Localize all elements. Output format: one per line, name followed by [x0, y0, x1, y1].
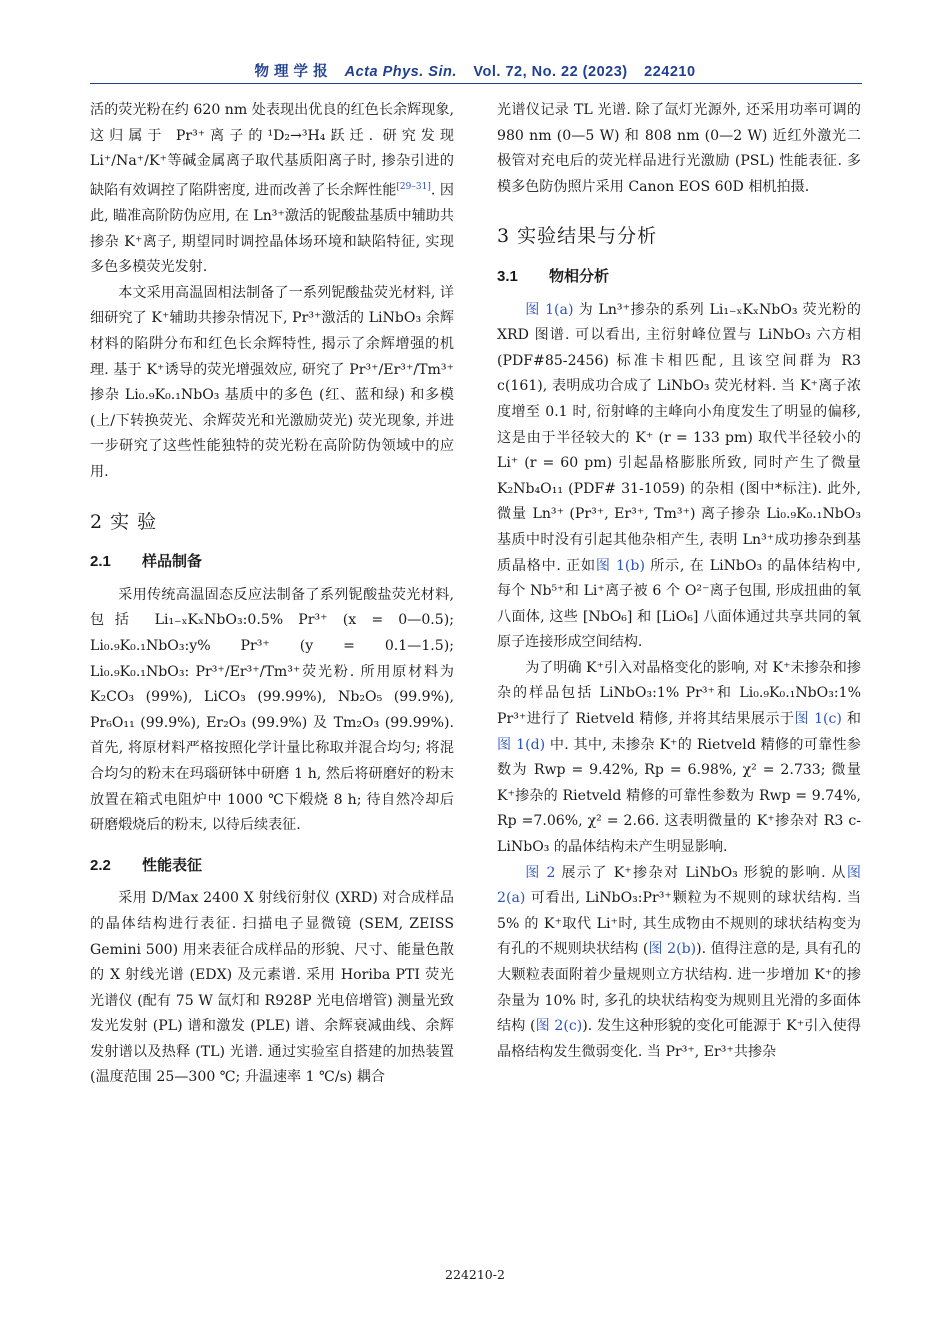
- right-column: [497, 98, 861, 1065]
- subsection-title: 物相分析: [549, 267, 610, 285]
- paragraph: 光谱仪记录 TL 光谱. 除了氙灯光源外, 还采用功率可调的 980 nm (0—5 W) 和 808 nm (0—2 W) 近红外激光二极管对充电后的荧光样品进行光激励 (PSL) 性能表征. 多模多色防伪照片采用 Canon EOS 60D 相机拍摄.: [497, 102, 861, 195]
- figure-link[interactable]: 图 1(b): [595, 557, 645, 574]
- subsection-number: 2.2: [90, 856, 111, 874]
- text: ). 发生这种形貌的变化可能源于 K⁺引入使得晶格结构发生微弱变化. 当 Pr³⁺, Er³⁺共掺杂: [497, 1018, 861, 1060]
- journal-name-cn: 物 理 学 报: [254, 64, 329, 80]
- figure-link[interactable]: 图 1(c): [794, 711, 842, 728]
- subsection-title: 样品制备: [142, 553, 203, 571]
- subsection-heading: [90, 853, 454, 879]
- paragraph: 本文采用高温固相法制备了一系列铌酸盐荧光材料, 详细研究了 K⁺辅助共掺杂情况下, Pr³⁺激活的 LiNbO₃ 余辉材料的陷阱分布和红色长余辉特性, 揭示了余辉增强的机理. 基于 K⁺诱导的荧光增强效应, 研究了 Pr³⁺/Er³⁺/Tm³⁺掺杂 Li₀.₉K₀.₁NbO₃ 基质中的多色 (红、蓝和绿) 和多模 (上/下转换荧光、余辉荧光和光激励荧光) 荧光现象, 并进一步研究了这些性能独特的荧光粉在高阶防伪领域中的应用.: [90, 284, 454, 480]
- figure-link[interactable]: 图 2: [525, 864, 556, 881]
- volume-info: Vol. 72, No. 22 (2023): [473, 64, 628, 80]
- paragraph: [497, 861, 861, 1066]
- journal-name-en: Acta Phys. Sin.: [344, 64, 457, 80]
- figure-link[interactable]: 图 2(a): [497, 864, 861, 907]
- subsection-number: 2.1: [90, 553, 111, 571]
- paragraph: 采用传统高温固态反应法制备了系列铌酸盐荧光材料, 包括 Li₁₋ₓKₓNbO₃:0.5% Pr³⁺ (x = 0—0.5); Li₀.₉K₀.₁NbO₃:y% Pr³⁺ (y = 0.1—1.5); Li₀.₉K₀.₁NbO₃: Pr³⁺/Er³⁺/Tm³⁺荧光粉. 所用原材料为 K₂CO₃ (99%), LiCO₃ (99.99%), Nb₂O₅ (99.9%), Pr₆O₁₁ (99.9%), Er₂O₃ (99.9%) 及 Tm₂O₃ (99.99%). 首先, 将原材料严格按照化学计量比称取并混合均匀; 将混合均匀的粉末在玛瑙研钵中研磨 1 h, 然后将研磨好的粉末放置在箱式电阻炉中 1000 ℃下煅烧 8 h; 待自然冷却后研磨煅烧后的粉末, 以待后续表征.: [90, 586, 454, 834]
- text: 可看出, LiNbO₃:Pr³⁺颗粒为不规则的球状结构. 当 5% 的 K⁺取代 Li⁺时, 其生成物由不规则的球状结构变为有孔的不规则块状结构 (: [497, 890, 861, 958]
- subsection-heading: [90, 549, 454, 575]
- text: 所示, 在 LiNbO₃ 的晶体结构中, 每个 Nb⁵⁺和 Li⁺离子被 6 个 O²⁻离子包围, 形成扭曲的氧八面体, 这些 [NbO₆] 和 [LiO₆] 八面体通过共享共同的氧原子连接形成空间结构.: [497, 557, 861, 651]
- text: 和: [841, 711, 861, 728]
- running-header: [0, 60, 950, 81]
- paragraph: [497, 656, 861, 861]
- left-column: [90, 98, 454, 1091]
- subsection-number: 3.1: [497, 267, 518, 285]
- article-number: 224210: [644, 64, 696, 80]
- text: 展示了 K⁺掺杂对 LiNbO₃ 形貌的影响. 从: [555, 864, 847, 881]
- subsection-title: 性能表征: [142, 856, 203, 874]
- citation-link[interactable]: [29–31]: [396, 181, 431, 192]
- text: 为了明确 K⁺引入对晶格变化的影响, 对 K⁺未掺杂和掺杂的样品包括 LiNbO₃:1% Pr³⁺和 Li₀.₉K₀.₁NbO₃:1% Pr³⁺进行了 Rietveld 精修, 并将其结果展示于: [497, 659, 861, 728]
- paragraph: 采用 D/Max 2400 X 射线衍射仪 (XRD) 对合成样品的晶体结构进行表征. 扫描电子显微镜 (SEM, ZEISS Gemini 500) 用来表征合成样品的形貌、尺寸、能量色散的 X 射线光谱 (EDX) 及元素谱. 采用 Horiba PTI 荧光光谱仪 (配有 75 W 氙灯和 R928P 光电倍增管) 测量光致发光发射 (PL) 谱和激发 (PLE) 谱、余辉衰减曲线、余辉发射谱以及热释 (TL) 光谱. 通过实验室自搭建的加热装置 (温度范围 25—300 ℃; 升温速率 1 ℃/s) 耦合: [90, 890, 454, 1086]
- text: 为 Ln³⁺掺杂的系列 Li₁₋ₓKₓNbO₃ 荧光粉的 XRD 图谱. 可以看出, 主衍射峰位置与 LiNbO₃ 六方相 (PDF#85-2456) 标准卡相匹配, 且该空间群为 R3 c(161), 表明成功合成了 LiNbO₃ 荧光材料. 当 K⁺离子浓度增至 0.1 时, 衍射峰的主峰向小角度发生了明显的偏移, 这是由于半径较大的 K⁺ (r = 133 pm) 取代半径较小的 Li⁺ (r = 60 pm) 引起晶格膨胀所致, 同时产生了微量 K₂Nb₄O₁₁ (PDF# 31-1059) 的杂相 (图中*标注). 此外, 微量 Ln³⁺ (Pr³⁺, Er³⁺, Tm³⁺) 离子掺杂 Li₀.₉K₀.₁NbO₃ 基质中时没有引起其他杂相产生, 表明 Ln³⁺成功掺杂到基质晶格中. 正如: [497, 301, 861, 574]
- figure-link[interactable]: 图 2(c): [535, 1018, 583, 1035]
- header-rule: [90, 83, 862, 84]
- figure-link[interactable]: 图 1(d): [497, 736, 546, 753]
- text: 活的荧光粉在约 620 nm 处表现出优良的红色长余辉现象, 这归属于 Pr³⁺离子的¹D₂→³H₄跃迁. 研究发现 Li⁺/Na⁺/K⁺等碱金属离子取代基质阳离子时, 掺杂引进的缺陷有效调控了陷阱密度, 进而改善了长余辉性能: [90, 102, 454, 199]
- page-number: 224210-2: [445, 1267, 505, 1282]
- paragraph: [497, 298, 861, 656]
- paragraph: [90, 98, 454, 281]
- section-heading: 2 实 验: [90, 510, 158, 533]
- figure-link[interactable]: 图 2(b): [648, 941, 697, 958]
- text: . 因此, 瞄准高阶防伪应用, 在 Ln³⁺激活的铌酸盐基质中辅助共掺杂 K⁺离子, 期望同时调控晶体场环境和缺陷特征, 实现多色多模荧光发射.: [90, 182, 454, 276]
- text: 中. 其中, 未掺杂 K⁺的 Rietveld 精修的可靠性参数为 Rwp = 9.42%, Rp = 6.98%, χ² = 2.733; 微量 K⁺掺杂的 Rietveld 精修的可靠性参数为 Rwp = 9.74%, Rp =7.06%, χ² = 2.66. 这表明微量的 K⁺掺杂对 R3 c-LiNbO₃ 的晶体结构未产生明显影响.: [497, 736, 861, 856]
- text: ). 值得注意的是, 具有孔的大颗粒表面附着少量规则立方状结构. 进一步增加 K⁺的掺杂量为 10% 时, 多孔的块状结构变为规则且光滑的多面体结构 (: [497, 941, 862, 1035]
- subsection-heading: [497, 264, 861, 290]
- figure-link[interactable]: 图 1(a): [525, 301, 574, 318]
- section-heading: 3 实验结果与分析: [497, 225, 658, 248]
